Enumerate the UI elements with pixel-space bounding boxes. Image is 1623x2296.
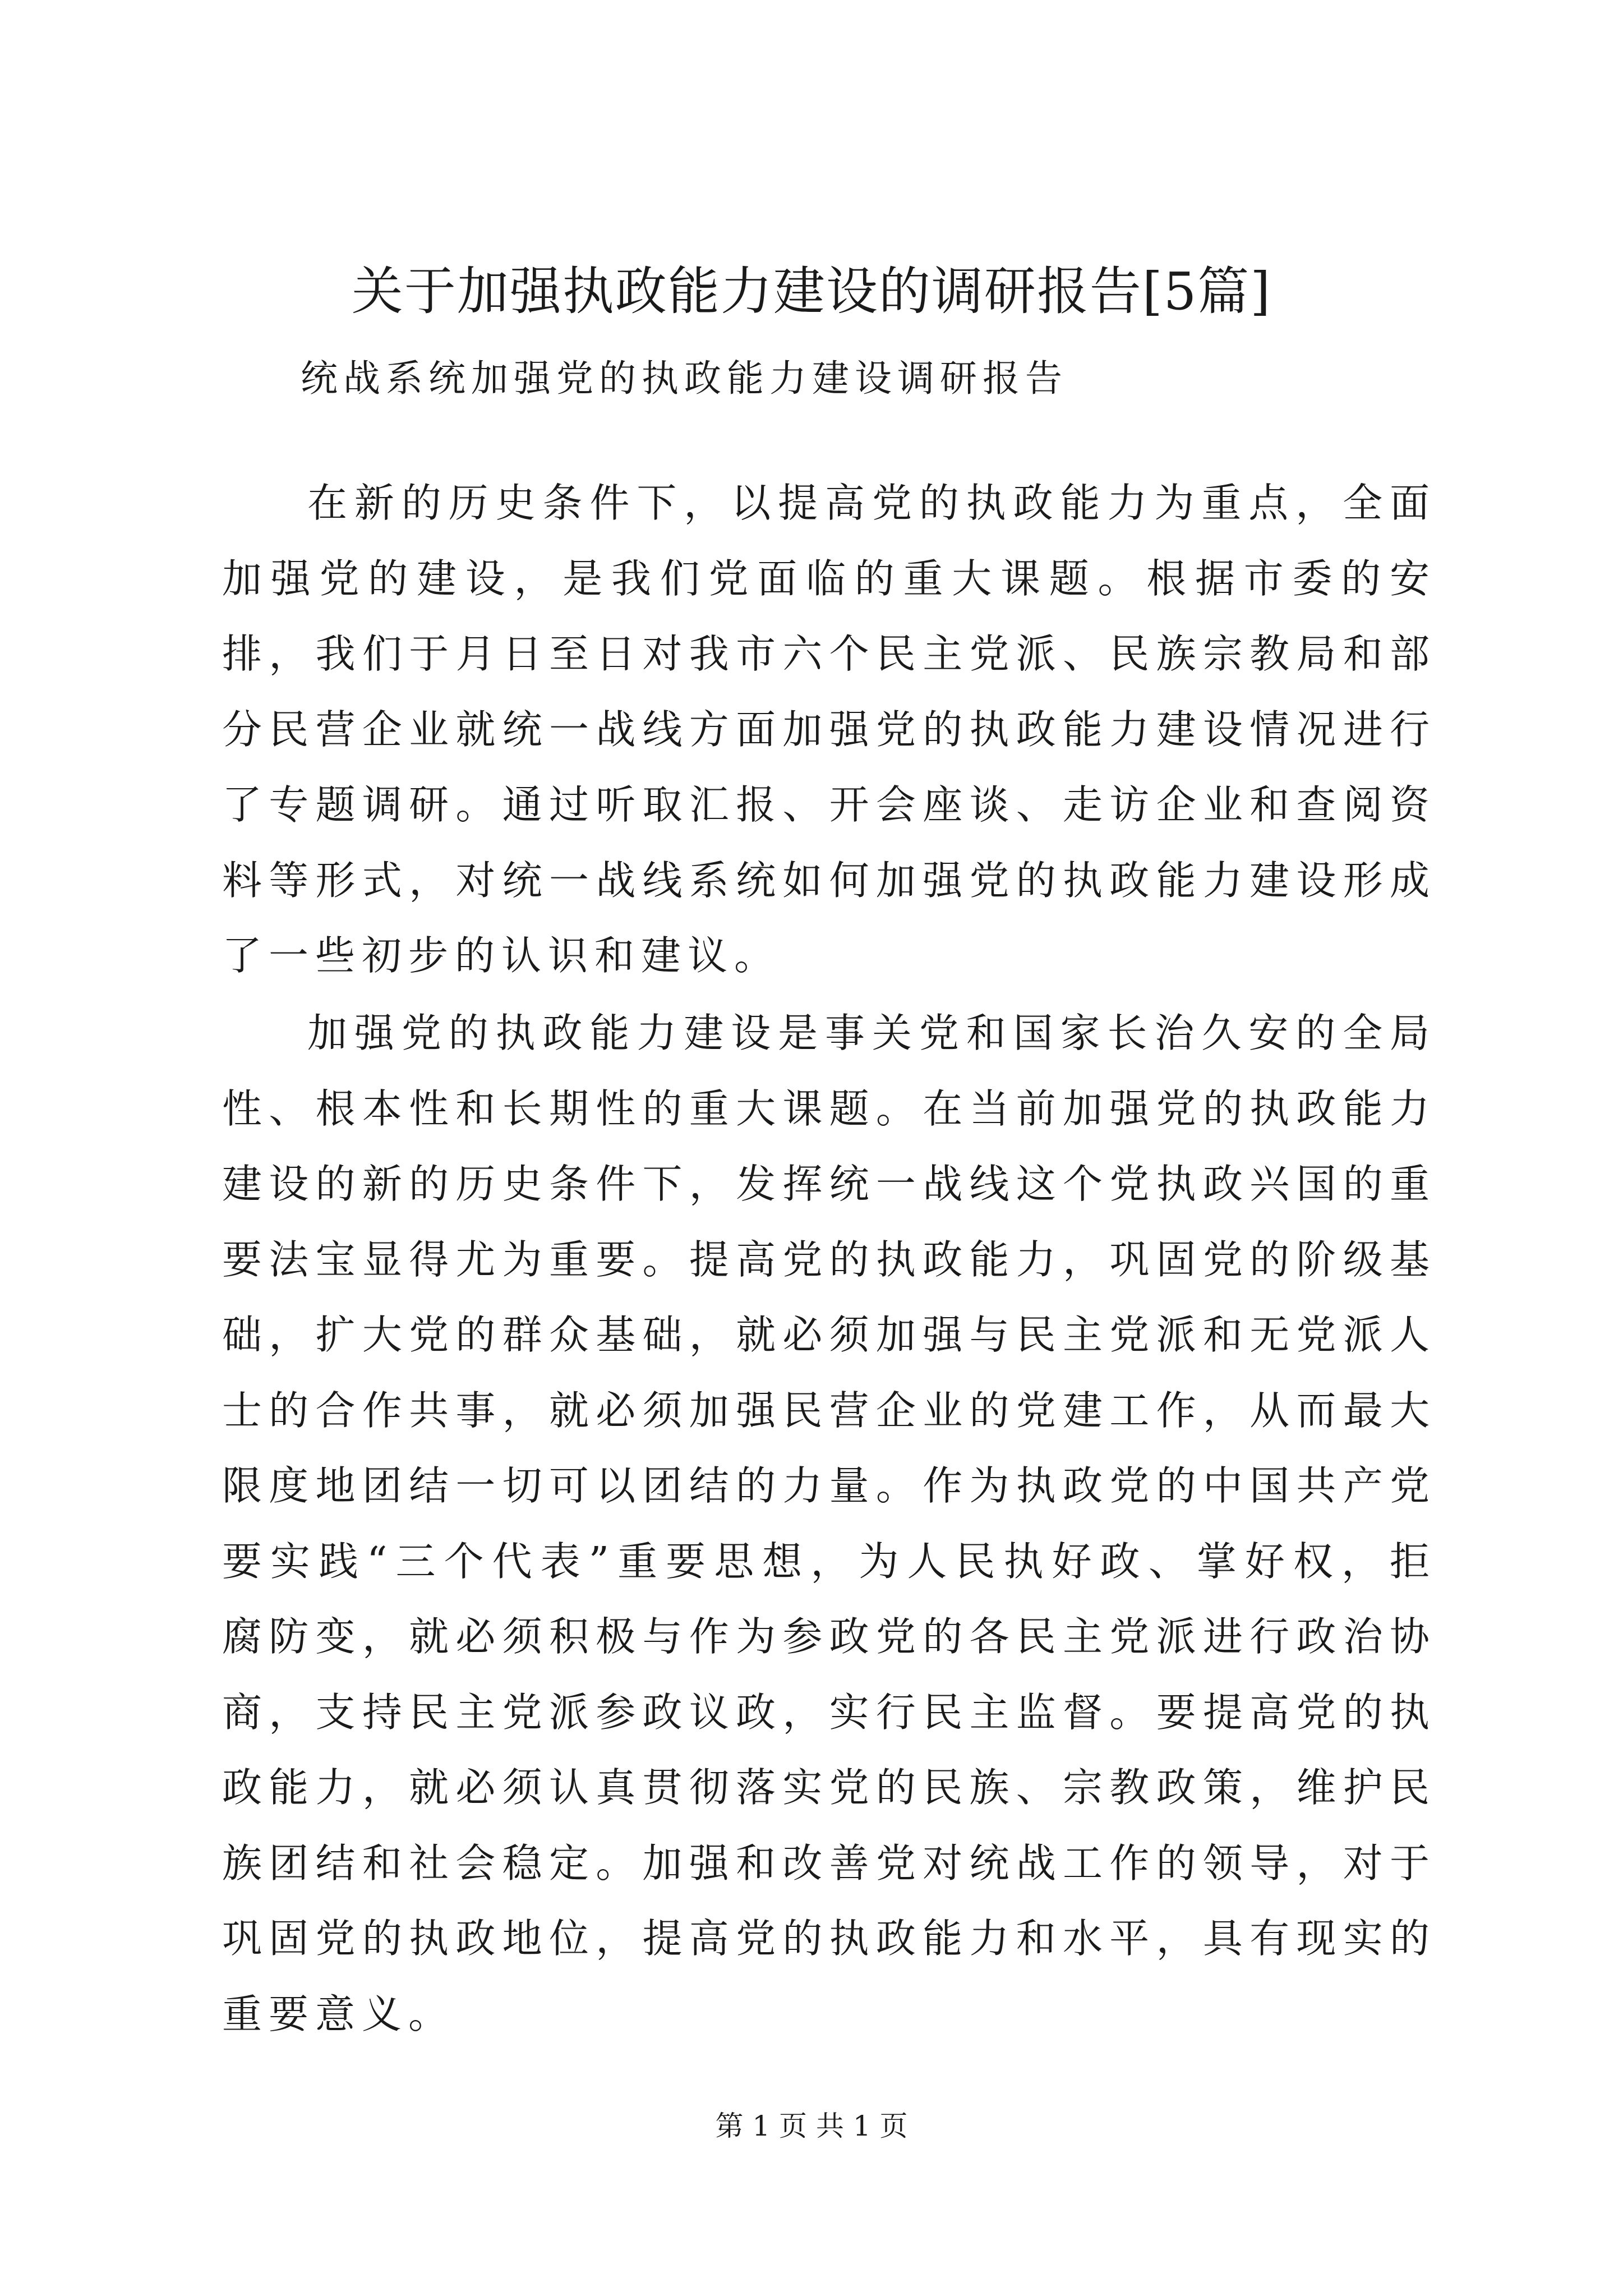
body-paragraph-2: 加强党的执政能力建设是事关党和国家长治久安的全局性、根本性和长期性的重大课题。在当前加强党的执政能力建设的新的历史条件下，发挥统一战线这个党执政兴国的重要法宝显得尤为重要。提高党的执政能力，巩固党的阶级基础，扩大党的群众基础，就必须加强与民主党派和无党派人士的合作共事，就必须加强民营企业的党建工作，从而最大限度地团结一切可以团结的力量。作为执政党的中国共产党要实践“三个代表”重要思想，为人民执好政、掌好权，拒腐防变，就必须积极与作为参政党的各民主党派进行政治协商，支持民主党派参政议政，实行民主监督。要提高党的执政能力，就必须认真贯彻落实党的民族、宗教政策，维护民族团结和社会稳定。加强和改善党对统战工作的领导，对于巩固党的执政地位，提高党的执政能力和水平，具有现实的重要意义。 bbox=[222, 1010, 1436, 2037]
body-paragraph-1: 在新的历史条件下，以提高党的执政能力为重点，全面加强党的建设，是我们党面临的重大课题。根据市委的安排，我们于月日至日对我市六个民主党派、民族宗教局和部分民营企业就统一战线方面加强党的执政能力建设情况进行了专题调研。通过听取汇报、开会座谈、走访企业和查阅资料等形式，对统一战线系统如何加强党的执政能力建设形成了一些初步的认识和建议。 bbox=[222, 480, 1436, 979]
page-footer: 第 1 页 共 1 页 bbox=[715, 2110, 908, 2142]
document-subtitle: 统战系统加强党的执政能力建设调研报告 bbox=[301, 357, 1068, 400]
document-title: 关于加强执政能力建设的调研报告[5篇] bbox=[351, 261, 1272, 321]
